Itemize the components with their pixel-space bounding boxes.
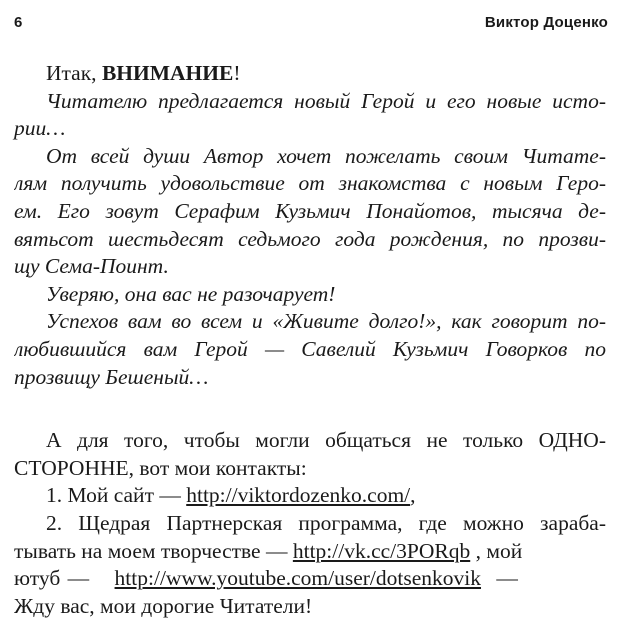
text-line: Читателю предлагается новый Герой и его новые исто- xyxy=(46,88,606,113)
intro-line xyxy=(14,60,606,88)
contact-item-site xyxy=(14,482,606,510)
text-line: От всей души Автор хочет пожелать своим Читате- xyxy=(46,143,606,168)
contact-item-label: тывать на моем творчестве — xyxy=(14,538,293,563)
page-body xyxy=(14,60,606,620)
text-line: прозвищу Бешеный… xyxy=(14,364,209,389)
text-line: лям получить удовольствие от знакомства с новым Геро- xyxy=(14,171,606,196)
page-number: 6 xyxy=(14,14,23,31)
site-link[interactable]: http://viktordozenko.com/ xyxy=(186,483,411,508)
intro-suffix: ! xyxy=(233,61,241,85)
paragraph-gap xyxy=(14,391,606,427)
contact-item-partner-cont xyxy=(14,538,606,566)
text-line: рии… xyxy=(14,116,66,141)
contact-item-label: 1. Мой сайт — xyxy=(46,483,187,508)
vk-link[interactable]: http://vk.cc/3PORqb xyxy=(292,538,471,563)
youtube-link[interactable]: http://www.youtube.com/user/dotsenkovik xyxy=(114,566,482,591)
intro-prefix: Итак, xyxy=(46,61,102,85)
text-line: любившийся вам Герой — Савелий Кузьмич Говорков по xyxy=(14,336,606,361)
text-line: вятьсот шестьдесят седьмого года рождения, по прозви- xyxy=(14,226,606,251)
contact-item-suffix: , xyxy=(410,483,416,508)
page-header xyxy=(14,14,608,36)
contacts-line: А для того, чтобы могли общаться не только ОДНО- xyxy=(46,428,606,453)
text-line: щу Сема-Поинт. xyxy=(14,254,169,279)
text-line: Успехов вам во всем и «Живите долго!», как говорит по- xyxy=(46,309,606,334)
contact-item-suffix: — xyxy=(489,566,518,591)
running-head-author: Виктор Доценко xyxy=(484,14,608,31)
contact-item-youtube xyxy=(14,565,606,593)
text-line: ем. Его зовут Серафим Кузьмич Понайотов, тысяча де- xyxy=(14,198,606,223)
contact-item-label: ютуб — xyxy=(14,566,97,591)
contact-item-suffix: , мой xyxy=(470,538,523,563)
intro-emphasis: ВНИМАНИЕ xyxy=(101,61,234,85)
contact-item-partner: 2. Щедрая Партнерская программа, где можно зараба- xyxy=(46,510,606,535)
text-line: Уверяю, она вас не разочарует! xyxy=(46,281,336,306)
contacts-line: СТОРОННЕ, вот мои контакты: xyxy=(14,455,307,480)
closing-line: Жду вас, мои дорогие Читатели! xyxy=(14,593,313,618)
